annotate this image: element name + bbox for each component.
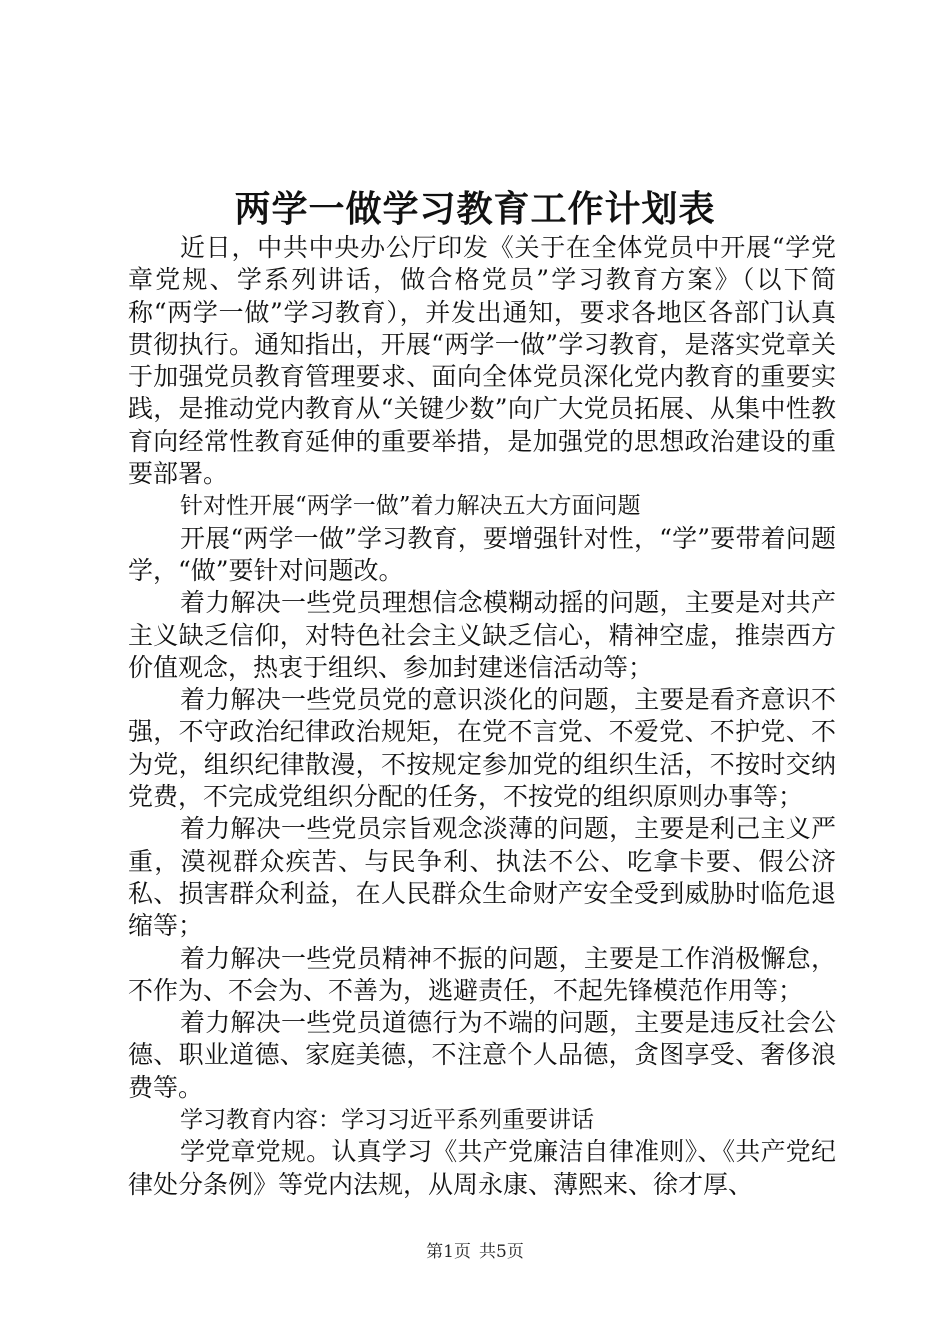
page-total: 共5页	[479, 1242, 524, 1262]
paragraph-morality: 着力解决一些党员道德行为不端的问题，主要是违反社会公德、职业道德、家庭美德，不注意个人品德，贪图享受、奢侈浪费等。	[128, 1008, 836, 1102]
paragraph-party-rules: 学党章党规。认真学习《共产党廉洁自律准则》、《共产党纪律处分条例》等党内法规，从周永康、薄熙来、徐才厚、	[128, 1137, 836, 1199]
document-body	[128, 232, 836, 1201]
page-number: 第1页	[426, 1242, 471, 1262]
paragraph-intro: 近日，中共中央办公厅印发《关于在全体党员中开展“学党章党规、学系列讲话，做合格党员”学习教育方案》（以下简称“两学一做”学习教育），并发出通知，要求各地区各部门认真贯彻执行。通知指出，开展“两学一做”学习教育，是落实党章关于加强党员教育管理要求、面向全体党员深化党内教育的重要实践，是推动党内教育从“关键少数”向广大党员拓展、从集中性教育向经常性教育延伸的重要举措，是加强党的思想政治建设的重要部署。	[128, 233, 836, 489]
paragraph-spirit: 着力解决一些党员精神不振的问题，主要是工作消极懈怠，不作为、不会为、不善为，逃避责任，不起先锋模范作用等；	[128, 943, 836, 1005]
page-footer	[0, 1240, 950, 1264]
paragraph-purpose: 着力解决一些党员宗旨观念淡薄的问题，主要是利己主义严重，漠视群众疾苦、与民争利、执法不公、吃拿卡要、假公济私、损害群众利益，在人民群众生命财产安全受到威胁时临危退缩等；	[128, 814, 836, 941]
section-heading-problems: 针对性开展“两学一做”着力解决五大方面问题	[180, 493, 641, 520]
section-heading-content: 学习教育内容：学习习近平系列重要讲话	[180, 1107, 594, 1134]
paragraph-ideals: 着力解决一些党员理想信念模糊动摇的问题，主要是对共产主义缺乏信仰，对特色社会主义缺乏信心，精神空虚，推崇西方价值观念，热衷于组织、参加封建迷信活动等；	[128, 588, 836, 682]
document-title: 两学一做学习教育工作计划表	[234, 188, 716, 230]
paragraph-party-awareness: 着力解决一些党员党的意识淡化的问题，主要是看齐意识不强，不守政治纪律政治规矩，在党不言党、不爱党、不护党、不为党，组织纪律散漫，不按规定参加党的组织生活，不按时交纳党费，不完成党组织分配的任务，不按党的组织原则办事等；	[128, 685, 836, 812]
paragraph-targeting: 开展“两学一做”学习教育，要增强针对性，“学”要带着问题学，“做”要针对问题改。	[128, 523, 836, 585]
